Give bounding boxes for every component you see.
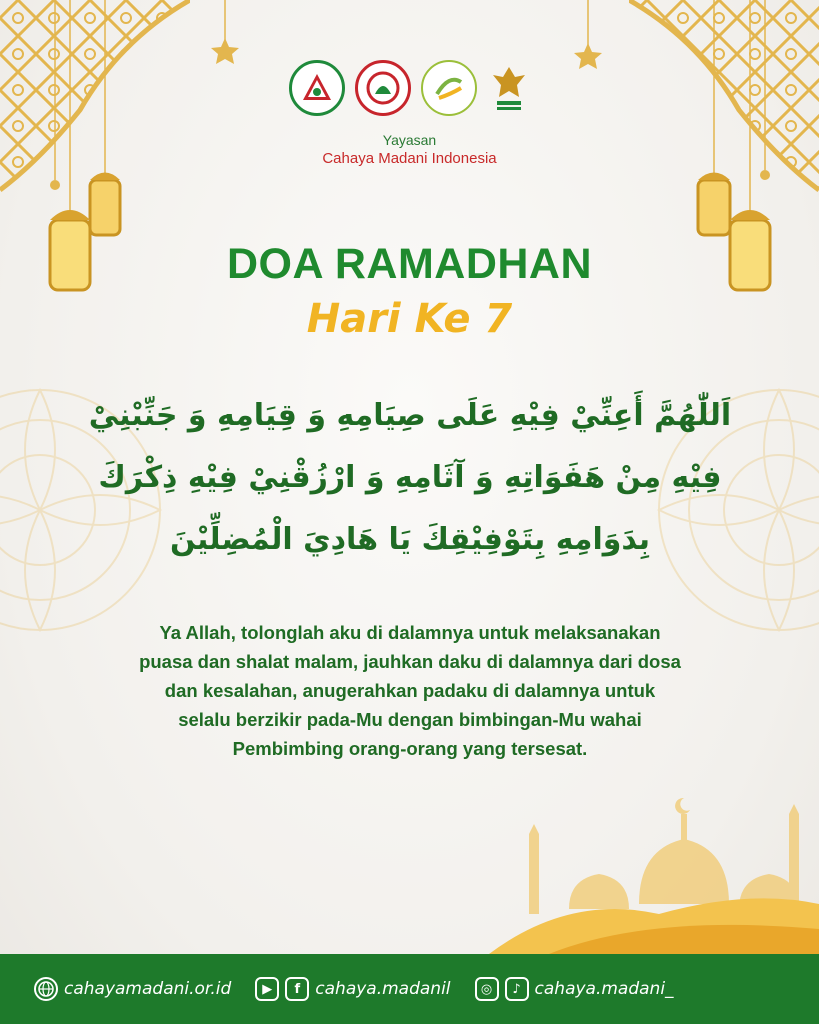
organization-name	[0, 132, 819, 167]
partner-logos	[0, 60, 819, 116]
arabic-line: فِيْهِ مِنْ هَفَوَاتِهِ وَ آثَامِهِ وَ ارْزُقْنِيْ فِيْهِ ذِكْرَكَ	[98, 460, 722, 495]
youtube-icon: ▶	[255, 977, 279, 1001]
translation-line: dan kesalahan, anugerahkan padaku di dalamnya untuk	[164, 680, 656, 701]
arabic-prayer	[70, 385, 750, 571]
baznas-garuda-logo	[487, 60, 531, 116]
facebook-handle: cahaya.madanil	[315, 979, 451, 999]
mosque-silhouette	[489, 794, 819, 954]
translation-line: Ya Allah, tolonglah aku di dalamnya untuk melaksanakan	[159, 622, 661, 643]
partner-logo-2	[355, 60, 411, 116]
page-subtitle: Hari Ke 7	[306, 296, 513, 342]
footer-instagram-tiktok[interactable]	[475, 977, 674, 1001]
globe-icon	[34, 977, 58, 1001]
prayer-translation	[95, 618, 725, 763]
translation-line: selalu berzikir pada-Mu dengan bimbingan-Mu wahai	[178, 709, 642, 730]
instagram-icon: ◎	[475, 977, 499, 1001]
arabic-line: اَللّٰهُمَّ أَعِنِّيْ فِيْهِ عَلَى صِيَامِهِ وَ قِيَامِهِ وَ جَنِّبْنِيْ	[88, 398, 732, 433]
facebook-icon: f	[285, 977, 309, 1001]
footer-facebook-youtube[interactable]	[255, 977, 450, 1001]
instagram-handle: cahaya.madani_	[534, 979, 674, 999]
org-line-1: Yayasan	[382, 132, 437, 148]
website-url: cahayamadani.or.id	[64, 979, 232, 999]
partner-logo-3	[421, 60, 477, 116]
translation-line: Pembimbing orang-orang yang tersesat.	[232, 738, 588, 759]
arabic-line: بِدَوَامِهِ بِتَوْفِيْقِكَ يَا هَادِيَ الْمُضِلِّيْنَ	[170, 522, 650, 557]
page-title: DOA RAMADHAN	[226, 240, 593, 288]
footer-website[interactable]	[34, 977, 231, 1001]
tiktok-icon: ♪	[505, 977, 529, 1001]
org-line-2: Cahaya Madani Indonesia	[322, 150, 497, 167]
cahaya-madani-logo	[289, 60, 345, 116]
translation-line: puasa dan shalat malam, jauhkan daku di dalamnya dari dosa	[139, 651, 681, 672]
footer-bar	[0, 954, 819, 1024]
